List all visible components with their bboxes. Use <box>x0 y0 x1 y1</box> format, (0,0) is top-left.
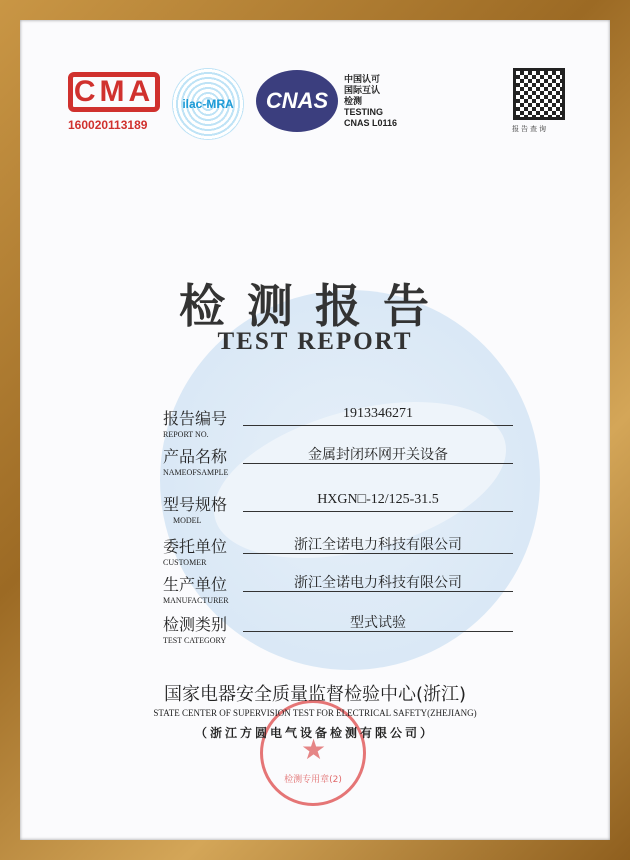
cnas-line: 中国认可 <box>344 74 381 84</box>
field-customer <box>163 534 513 567</box>
field-label: 型号规格 <box>163 495 228 514</box>
seal-star-icon: ★ <box>301 733 327 766</box>
field-label-en: NAMEOFSAMPLE <box>163 468 229 477</box>
cnas-accreditation-text <box>344 74 397 129</box>
cnas-line: TESTING <box>344 107 384 117</box>
field-test-category <box>163 612 513 645</box>
ilac-text: ilac-MRA <box>182 97 234 111</box>
cma-logo <box>68 72 160 132</box>
field-label: 委托单位 <box>163 537 228 556</box>
cnas-text: CNAS <box>265 88 329 113</box>
field-model <box>163 492 513 525</box>
report-title: 检测报告 <box>179 279 451 333</box>
field-manufacturer <box>163 572 513 605</box>
report-subtitle: TEST REPORT <box>217 328 413 355</box>
field-label-en: REPORT NO. <box>163 430 209 439</box>
cnas-line: 国际互认 <box>344 85 381 95</box>
cma-number: 160020113189 <box>68 118 148 132</box>
seal-text: 检测专用章(2) <box>284 775 342 785</box>
issuing-org-cn: 国家电器安全质量监督检验中心(浙江) <box>163 684 467 705</box>
field-label: 产品名称 <box>163 447 228 466</box>
cma-mark: CMA <box>68 72 160 112</box>
field-value: 浙江全诺电力科技有限公司 <box>243 534 513 554</box>
ilac-mra-logo <box>172 68 244 140</box>
field-value: HXGN□-12/125-31.5 <box>243 492 513 512</box>
field-label-en: CUSTOMER <box>163 558 207 567</box>
field-label: 生产单位 <box>163 575 228 594</box>
cnas-line: CNAS L0116 <box>344 118 398 128</box>
field-label: 报告编号 <box>163 409 228 428</box>
field-value: 型式试验 <box>243 612 513 632</box>
field-label-en: TEST CATEGORY <box>163 636 227 645</box>
cnas-line: 检测 <box>344 96 363 106</box>
field-value: 金属封闭环网开关设备 <box>243 444 513 464</box>
qr-label: 报告查询 <box>512 125 548 133</box>
field-sample-name <box>163 444 513 477</box>
field-value: 1913346271 <box>243 406 513 426</box>
field-value: 浙江全诺电力科技有限公司 <box>243 572 513 592</box>
field-report-no <box>163 406 513 439</box>
field-label-en: MODEL <box>173 516 202 525</box>
issuing-org-en: STATE CENTER OF SUPERVISION TEST FOR ELECTRICAL SAFETY(ZHEJIANG) <box>153 708 477 718</box>
qr-code[interactable] <box>513 68 565 120</box>
certificate-paper <box>20 20 610 840</box>
field-label-en: MANUFACTURER <box>163 596 229 605</box>
cnas-logo <box>256 70 338 132</box>
field-label: 检测类别 <box>163 615 228 634</box>
issuing-org-sub: （浙江方圆电气设备检测有限公司） <box>194 726 435 740</box>
